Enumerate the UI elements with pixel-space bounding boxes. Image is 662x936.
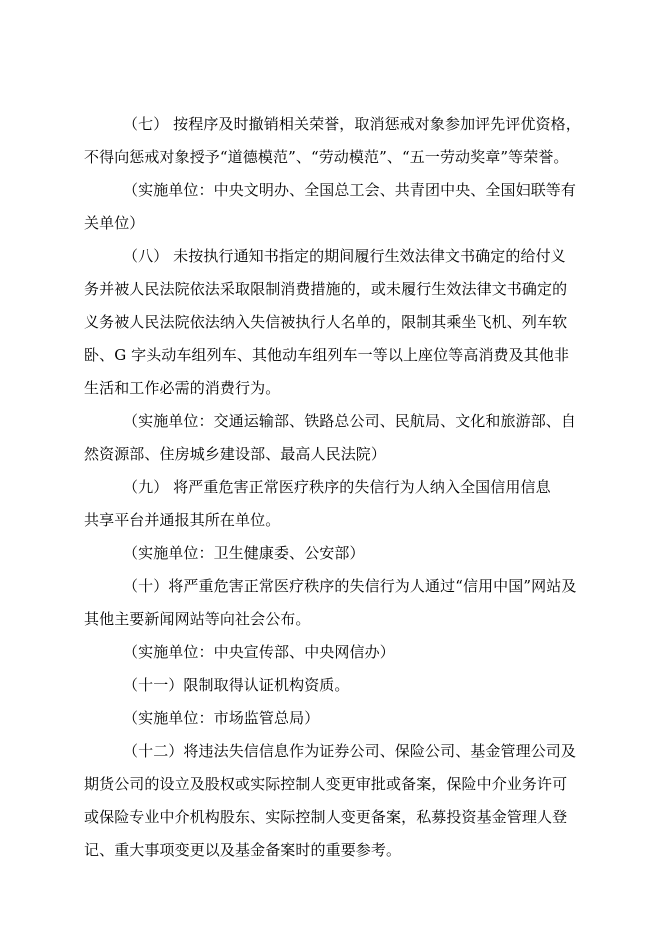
- paragraph-11: （十一）限制取得认证机构资质。: [123, 676, 350, 694]
- paragraph-12-line-3: 或保险专业中介机构股东、实际控制人变更备案，私募投资基金管理人登: [84, 808, 568, 826]
- paragraph-8-line-5: 生活和工作必需的消费行为。: [84, 379, 281, 397]
- implementing-units-8-line-2: 然资源部、住房城乡建设部、最高人民法院）: [84, 445, 387, 463]
- paragraph-8-line-3: 义务被人民法院依法纳入失信被执行人名单的，限制其乘坐飞机、列车软: [84, 313, 568, 331]
- paragraph-12-line-4: 记、重大事项变更以及基金备案时的重要参考。: [84, 841, 402, 859]
- paragraph-7-line-2: 不得向惩戒对象授予“道德模范”、“劳动模范”、“五一劳动奖章”等荣誉。: [84, 148, 569, 166]
- paragraph-8-line-1: （八） 未按执行通知书指定的期间履行生效法律文书确定的给付义: [123, 247, 566, 265]
- paragraph-8-line-2: 务并被人民法院依法采取限制消费措施的，或未履行生效法律文书确定的: [84, 280, 568, 298]
- paragraph-7-line-1: （七） 按程序及时撤销相关荣誉，取消惩戒对象参加评先评优资格，: [123, 115, 581, 133]
- implementing-units-8-line-1: （实施单位：交通运输部、铁路总公司、民航局、文化和旅游部、自: [123, 412, 577, 430]
- implementing-units-7-line-2: 关单位）: [84, 214, 145, 232]
- paragraph-12-line-1: （十二）将违法失信信息作为证券公司、保险公司、基金管理公司及: [123, 742, 577, 760]
- paragraph-9-line-2: 共享平台并通报其所在单位。: [84, 511, 281, 529]
- paragraph-10-line-2: 其他主要新闻网站等向社会公布。: [84, 610, 311, 628]
- implementing-units-9: （实施单位：卫生健康委、公安部）: [123, 544, 365, 562]
- paragraph-12-line-2: 期货公司的设立及股权或实际控制人变更审批或备案，保险中介业务许可: [84, 775, 568, 793]
- implementing-units-11: （实施单位：市场监管总局）: [123, 709, 320, 727]
- implementing-units-10: （实施单位：中央宣传部、中央网信办）: [123, 643, 395, 661]
- paragraph-10-line-1: （十）将严重危害正常医疗秩序的失信行为人通过“信用中国”网站及: [123, 577, 577, 595]
- paragraph-9-line-1: （九） 将严重危害正常医疗秩序的失信行为人纳入全国信用信息: [123, 478, 551, 496]
- paragraph-8-line-4: 卧、G 字头动车组列车、其他动车组列车一等以上座位等高消费及其他非: [84, 346, 570, 364]
- implementing-units-7-line-1: （实施单位：中央文明办、全国总工会、共青团中央、全国妇联等有: [123, 181, 577, 199]
